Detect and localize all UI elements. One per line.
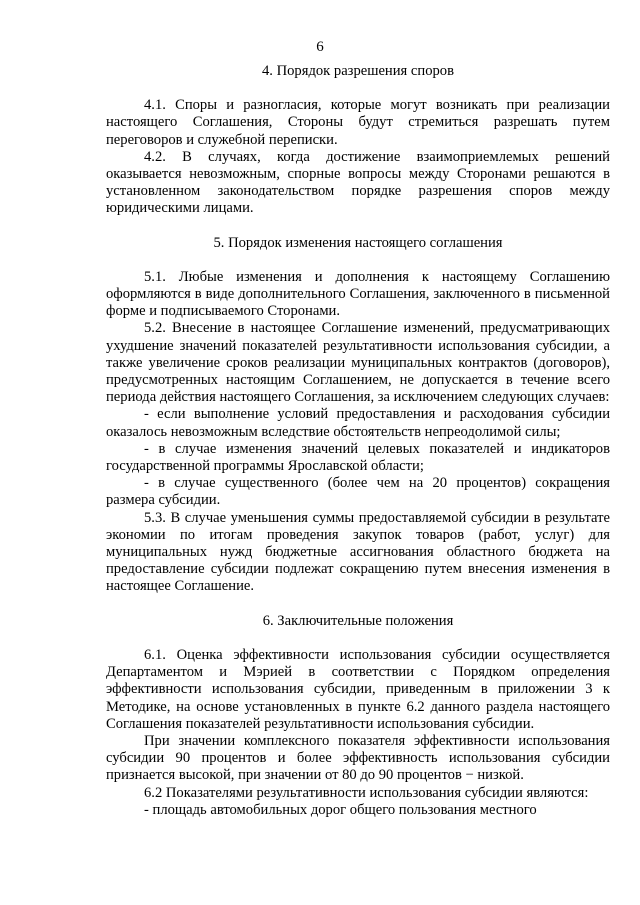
section-final-provisions [106,613,610,819]
document-body [106,63,610,819]
list-item: - в случае существенного (более чем на 20 процентов) сокращения размера субсидии. [106,475,610,509]
section-heading: 4. Порядок разрешения споров [262,63,454,79]
section-amendments [106,235,610,596]
paragraph: 5.3. В случае уменьшения суммы предоставляемой субсидии в результате экономии по итогам проведения закупок товаров (работ, услуг) для муниципальных нужд бюджетные ассигнования областного бюджета на предоставление субсидии подлежат сокращению путем внесения изменения в настоящее Соглашение. [106,509,610,595]
section-heading: 5. Порядок изменения настоящего соглашения [213,234,503,251]
paragraph: 6.1. Оценка эффективности использования субсидии осуществляется Департаментом и Мэрией в соответствии с Порядком определения эффективности использования субсидии, приведенным в приложении 3 к Методике, на основе установленных в пункте 6.2 данного раздела настоящего Соглашения показателей результативности использования субсидии. [106,646,610,732]
section-heading: 6. Заключительные положения [262,612,454,629]
list-item: - в случае изменения значений целевых показателей и индикаторов государственной программы Ярославской области; [106,440,610,475]
paragraph: 6.2 Показателями результативности использования субсидии являются: [144,784,589,801]
paragraph: 5.1. Любые изменения и дополнения к настоящему Соглашению оформляются в виде дополнительного Соглашения, заключенного в письменной форме и подписываемого Сторонами. [106,268,610,320]
paragraph: 4.2. В случаях, когда достижение взаимоприемлемых решений оказывается невозможным, спорные вопросы между Сторонами решаются в установленном законодательством порядке разрешения споров между юридическими лицами. [106,148,610,217]
paragraph: 5.2. Внесение в настоящее Соглашение изменений, предусматривающих ухудшение значений показателей результативности использования субсидии, а также увеличение сроков реализации муниципальных контрактов (договоров), предусмотренных настоящим Соглашением, не допускается в течение всего периода действия настоящего Соглашения, за исключением следующих случаев: [106,320,610,406]
paragraph: 4.1. Споры и разногласия, которые могут возникать при реализации настоящего Соглашения, Стороны будут стремиться разрешать путем переговоров и служебной переписки. [106,97,610,148]
section-disputes [106,63,610,218]
paragraph: При значении комплексного показателя эффективности использования субсидии 90 процентов и более эффективность использования субсидии признается высокой, при значении от 80 до 90 процентов − низкой. [106,732,610,784]
list-item: - если выполнение условий предоставления и расходования субсидии оказалось невозможным вследствие обстоятельств непреодолимой силы; [106,406,610,440]
page-number: 6 [316,39,324,55]
list-item: - площадь автомобильных дорог общего пользования местного [144,801,537,818]
